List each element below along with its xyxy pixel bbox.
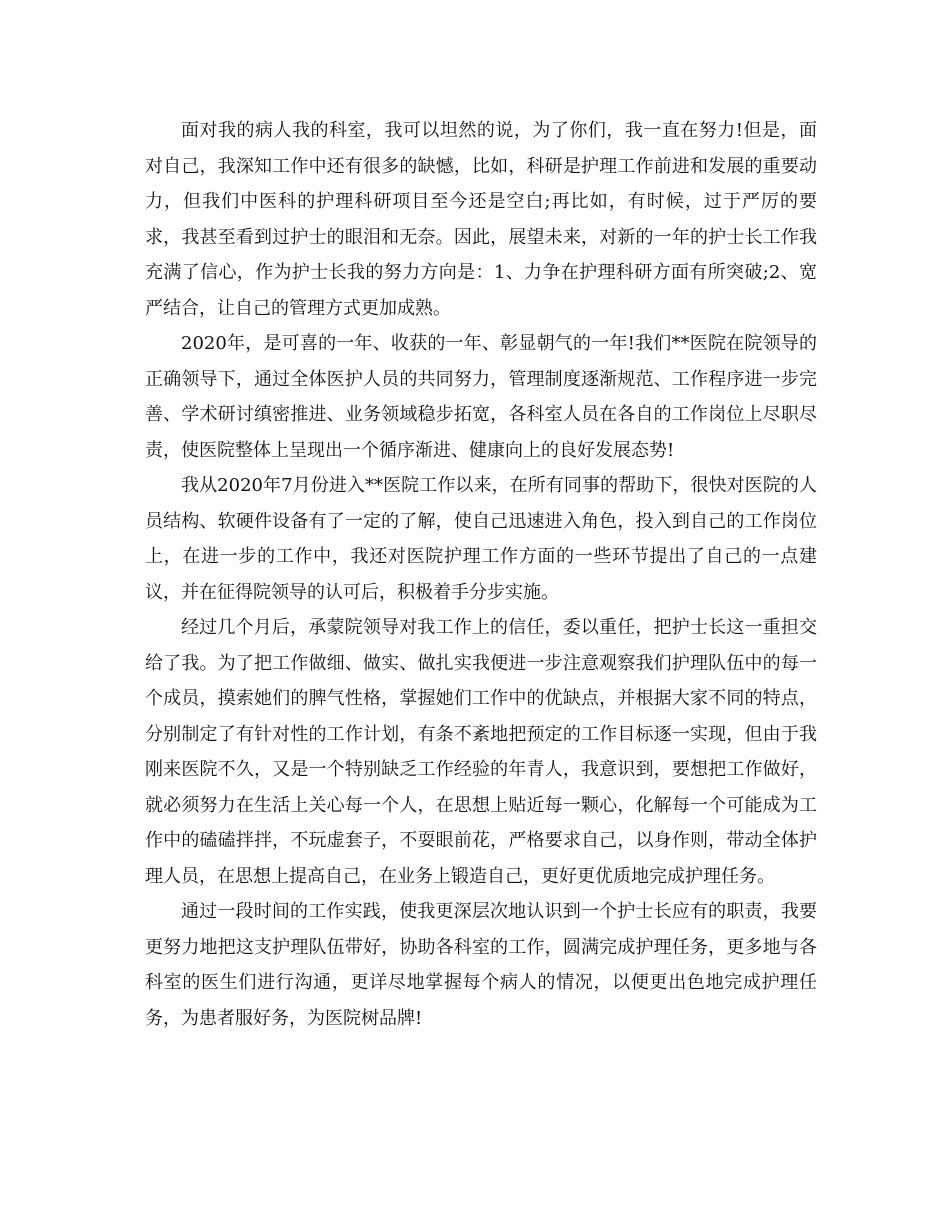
paragraph-3: 我从2020年7月份进入**医院工作以来，在所有同事的帮助下，很快对医院的人员结构、软硬件设备有了一定的了解，使自己迅速进入角色，投入到自己的工作岗位上，在进一步的工作中，我还对医院护理工作方面的一些环节提出了自己的一点建议，并在征得院领导的认可后，积极着手分步实施。 — [145, 475, 817, 603]
paragraph-1: 面对我的病人我的科室，我可以坦然的说，为了你们，我一直在努力!但是，面对自己，我深知工作中还有很多的缺憾，比如，科研是护理工作前进和发展的重要动力，但我们中医科的护理科研项目至今还是空白;再比如，有时候，过于严厉的要求，我甚至看到过护士的眼泪和无奈。因此，展望未来，对新的一年的护士长工作我充满了信心，作为护士长我的努力方向是：1、力争在护理科研方面有所突破;2、宽严结合，让自己的管理方式更加成熟。 — [145, 120, 817, 319]
paragraph-5: 通过一段时间的工作实践，使我更深层次地认识到一个护士长应有的职责，我要更努力地把这支护理队伍带好，协助各科室的工作，圆满完成护理任务，更多地与各科室的医生们进行沟通，更详尽地掌握每个病人的情况，以便更出色地完成护理任务，为患者服好务，为医院树品牌! — [145, 901, 817, 1029]
paragraph-4: 经过几个月后，承蒙院领导对我工作上的信任，委以重任，把护士长这一重担交给了我。为了把工作做细、做实、做扎实我便进一步注意观察我们护理队伍中的每一个成员，摸索她们的脾气性格，掌握她们工作中的优缺点，并根据大家不同的特点，分别制定了有针对性的工作计划，有条不紊地把预定的工作目标逐一实现，但由于我刚来医院不久，又是一个特别缺乏工作经验的年青人，我意识到，要想把工作做好，就必须努力在生活上关心每一个人，在思想上贴近每一颗心，化解每一个可能成为工作中的磕磕拌拌，不玩虚套子，不耍眼前花，严格要求自己，以身作则，带动全体护理人员，在思想上提高自己，在业务上锻造自己，更好更优质地完成护理任务。 — [145, 617, 817, 887]
paragraph-2: 2020年，是可喜的一年、收获的一年、彰显朝气的一年!我们**医院在院领导的正确领导下，通过全体医护人员的共同努力，管理制度逐渐规范、工作程序进一步完善、学术研讨缜密推进、业务领域稳步拓宽，各科室人员在各自的工作岗位上尽职尽责，使医院整体上呈现出一个循序渐进、健康向上的良好发展态势! — [145, 333, 817, 461]
document-body — [145, 113, 817, 1036]
